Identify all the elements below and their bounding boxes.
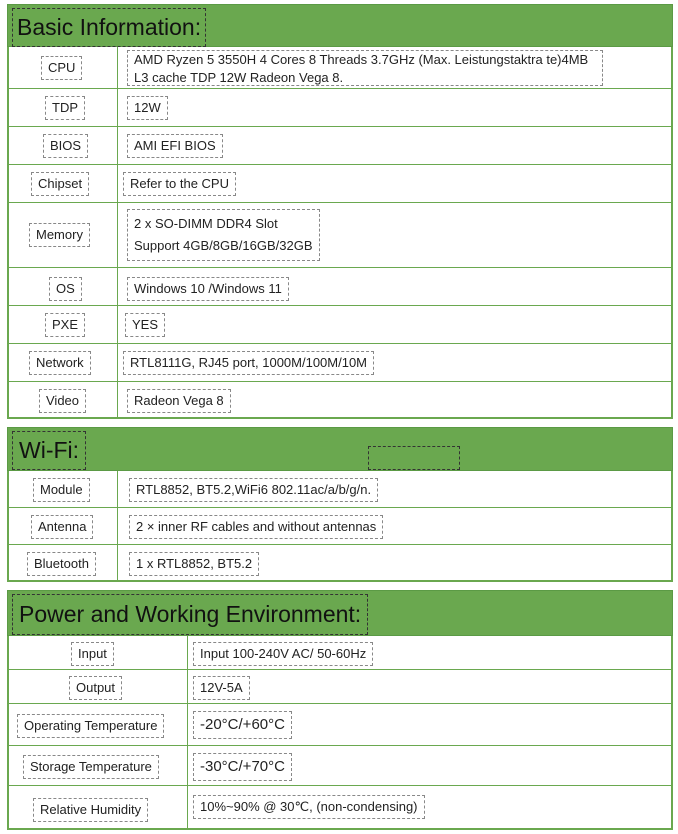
- spec-label-network: Network: [29, 351, 91, 375]
- wifi-label-antenna: Antenna: [31, 515, 93, 539]
- spec-value-bios: AMI EFI BIOS: [127, 134, 223, 158]
- spec-row-os: [9, 268, 671, 306]
- basic-information-table: [7, 47, 673, 419]
- spec-row-tdp: [9, 89, 671, 127]
- power-title: Power and Working Environment:: [12, 594, 368, 635]
- spec-value-video: Radeon Vega 8: [127, 389, 231, 413]
- wifi-title: Wi-Fi:: [12, 431, 86, 470]
- wifi-value-module: RTL8852, BT5.2,WiFi6 802.11ac/a/b/g/n.: [129, 478, 378, 502]
- spec-row-bios: [9, 127, 671, 165]
- power-value-output: 12V-5A: [193, 676, 250, 700]
- spec-value-tdp: 12W: [127, 96, 168, 120]
- wifi-label-module: Module: [33, 478, 90, 502]
- power-header: [7, 590, 673, 636]
- power-label-input: Input: [71, 642, 114, 666]
- spec-label-pxe: PXE: [45, 313, 85, 337]
- power-value-input: Input 100-240V AC/ 50-60Hz: [193, 642, 373, 666]
- spec-row-pxe: [9, 306, 671, 344]
- power-row-relative-humidity: [9, 786, 671, 830]
- power-label-storage-temperature: Storage Temperature: [23, 755, 159, 779]
- wifi-label-bluetooth: Bluetooth: [27, 552, 96, 576]
- spec-row-video: [9, 382, 671, 419]
- power-section: [7, 590, 673, 830]
- spec-label-chipset: Chipset: [31, 172, 89, 196]
- spec-value-os: Windows 10 /Windows 11: [127, 277, 289, 301]
- wifi-header-placeholder-box: [368, 446, 460, 470]
- spec-label-cpu: CPU: [41, 56, 82, 80]
- power-label-relative-humidity: Relative Humidity: [33, 798, 148, 822]
- basic-information-title: Basic Information:: [12, 8, 206, 47]
- wifi-row-bluetooth: [9, 545, 671, 582]
- power-row-storage-temperature: [9, 746, 671, 786]
- spec-value-chipset: Refer to the CPU: [123, 172, 236, 196]
- power-value-relative-humidity: 10%~90% @ 30℃, (non-condensing): [193, 795, 425, 819]
- power-table: [7, 636, 673, 830]
- spec-value-network: RTL8111G, RJ45 port, 1000M/100M/10M: [123, 351, 374, 375]
- power-value-operating-temperature: -20°C/+60°C: [193, 711, 292, 739]
- power-value-storage-temperature: -30°C/+70°C: [193, 753, 292, 781]
- spec-row-chipset: [9, 165, 671, 203]
- spec-label-memory: Memory: [29, 223, 90, 247]
- memory-line-support: Support 4GB/8GB/16GB/32GB: [134, 238, 313, 253]
- wifi-row-antenna: [9, 508, 671, 545]
- wifi-row-module: [9, 471, 671, 508]
- spec-label-os: OS: [49, 277, 82, 301]
- power-row-output: [9, 670, 671, 704]
- basic-information-header: [7, 4, 673, 47]
- spec-value-pxe: YES: [125, 313, 165, 337]
- spec-label-bios: BIOS: [43, 134, 88, 158]
- memory-line-slot: 2 x SO-DIMM DDR4 Slot: [134, 216, 278, 231]
- wifi-table: [7, 471, 673, 582]
- spec-row-cpu: [9, 47, 671, 89]
- power-label-output: Output: [69, 676, 122, 700]
- spec-value-cpu: AMD Ryzen 5 3550H 4 Cores 8 Threads 3.7GHz (Max. Leistungstaktra te)4MB L3 cache TDP 12W Radeon Vega 8.: [127, 50, 603, 86]
- power-row-input: [9, 636, 671, 670]
- basic-information-section: [7, 4, 673, 419]
- wifi-header: [7, 427, 673, 471]
- spec-row-memory: [9, 203, 671, 268]
- wifi-value-bluetooth: 1 x RTL8852, BT5.2: [129, 552, 259, 576]
- spec-label-tdp: TDP: [45, 96, 85, 120]
- spec-value-memory: [127, 209, 320, 261]
- spec-label-video: Video: [39, 389, 86, 413]
- power-label-operating-temperature: Operating Temperature: [17, 714, 164, 738]
- power-row-operating-temperature: [9, 704, 671, 746]
- spec-row-network: [9, 344, 671, 382]
- wifi-section: [7, 427, 673, 582]
- wifi-value-antenna: 2 × inner RF cables and without antennas: [129, 515, 383, 539]
